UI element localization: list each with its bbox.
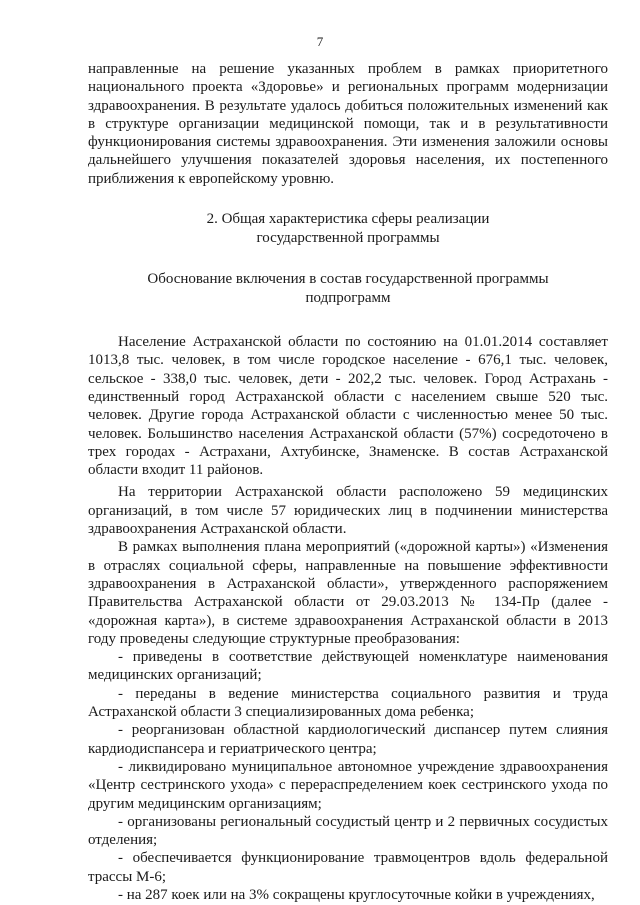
- list-item: - обеспечивается функционирование травмоцентров вдоль федеральной трассы М-6;: [88, 850, 608, 885]
- list-item: - организованы региональный сосудистый центр и 2 первичных сосудистых отделения;: [88, 813, 608, 849]
- paragraph-medical-organizations: На территории Астраханской области расположено 59 медицинских организаций, в том числе 57 юридических лиц в подчинении министерства здравоохранения Астраханской области.: [88, 484, 608, 538]
- list-item: - на 287 коек или на 3% сокращены круглосуточные койки в учреждениях,: [118, 886, 595, 903]
- page-number: 7: [316, 34, 324, 49]
- list-item: - ликвидировано муниципальное автономное учреждение здравоохранения «Центр сестринского ухода» с перераспределением коек сестринского ухода по другим медицинским организациям;: [88, 758, 608, 812]
- paragraph-roadmap: В рамках выполнения плана мероприятий («дорожной карты») «Изменения в отраслях социальной сферы, направленные на повышение эффективности здравоохранения в Астраханской области», утвержденного распоряжением Правительства Астраханской области от 29.03.2013 № 134-Пр (далее - «дорожная карта»), в системе здравоохранения Астраханской области в 2013 году проведены следующие структурные преобразования:: [88, 539, 608, 647]
- document-body: [88, 60, 608, 904]
- section-heading: [88, 210, 608, 247]
- list-item: - приведены в соответствие действующей номенклатуре наименования медицинских организаций;: [88, 649, 608, 684]
- paragraph-population: Население Астраханской области по состоянию на 01.01.2014 составляет 1013,8 тыс. человек, в том числе городское население - 676,1 тыс. человек, сельское - 338,0 тыс. человек, дети - 202,2 тыс. человек. Город Астрахань - единственный город Астраханской области с населением свыше 520 тыс. человек. Другие города Астраханской области с численностью менее 50 тыс. человек. Большинство населения Астраханской области (57%) сосредоточено в трех городах - Астрахани, Ахтубинске, Знаменске. В состав Астраханской области входит 11 районов.: [88, 334, 608, 479]
- list-item: - реорганизован областной кардиологический диспансер путем слияния кардиодиспансера и гериатрического центра;: [88, 722, 608, 757]
- subsection-heading-line-2: подпрограмм: [305, 289, 391, 306]
- section-heading-line-1: 2. Общая характеристика сферы реализации: [206, 211, 490, 228]
- subsection-heading-line-1: Обоснование включения в состав государственной программы: [147, 271, 549, 288]
- subsection-heading: [88, 270, 608, 307]
- section-heading-line-2: государственной программы: [256, 229, 440, 246]
- intro-paragraph: направленные на решение указанных проблем в рамках приоритетного национального проекта «Здоровье» и региональных программ модернизации здравоохранения. В результате удалось добиться положительных изменений как в структуре организации медицинской помощи, так и в результативности функционирования системы здравоохранения. Эти изменения заложили основы дальнейшего улучшения показателей здоровья населения, их постепенного приближения к европейскому уровню.: [88, 61, 608, 187]
- list-item: - переданы в ведение министерства социального развития и труда Астраханской области 3 специализированных дома ребенка;: [88, 685, 608, 721]
